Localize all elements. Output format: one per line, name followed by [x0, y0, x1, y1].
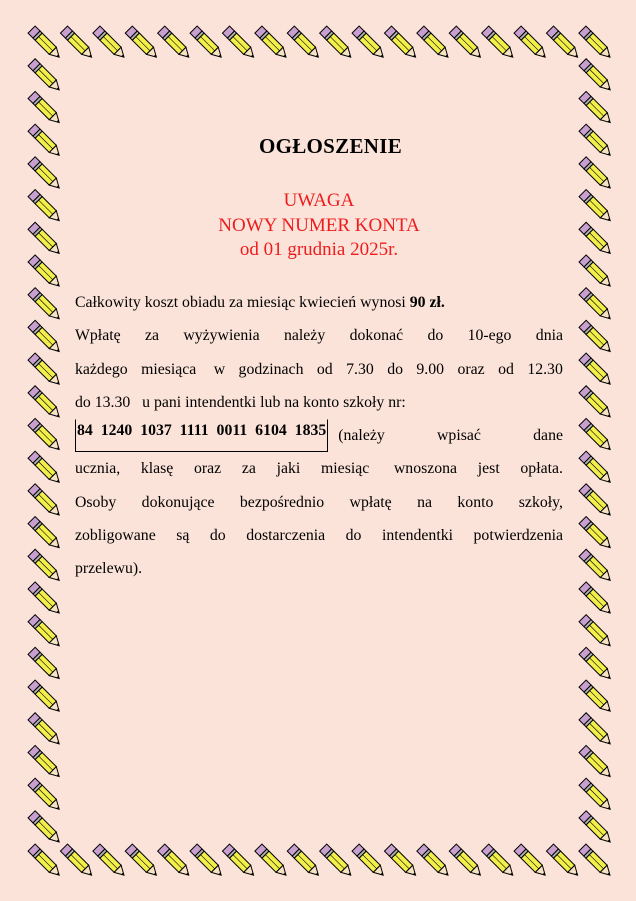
- notice-subheading: NOWY NUMER KONTA: [218, 215, 420, 236]
- pencil-icon: [579, 615, 614, 650]
- word: bezpośrednio: [239, 493, 325, 511]
- notice-date: od 01 grudnia 2025r.: [239, 239, 399, 260]
- pencil-icon: [579, 320, 614, 355]
- body-line-7: [75, 486, 563, 519]
- pencil-icon: [28, 517, 63, 552]
- word: w: [213, 360, 226, 378]
- pencil-icon: [28, 91, 63, 126]
- page-title: OGŁOSZENIE: [258, 134, 403, 158]
- pencil-icon: [28, 582, 63, 617]
- word: do: [345, 527, 362, 545]
- word: Osoby: [75, 493, 117, 511]
- pencil-icon: [28, 157, 63, 192]
- pencil-icon: [28, 320, 63, 355]
- word: dane: [533, 427, 563, 445]
- cost-text: Całkowity koszt obiadu za miesiąc kwiecień wynosi: [75, 294, 410, 311]
- word: wpisać: [437, 427, 481, 445]
- word: ucznia,: [75, 460, 121, 478]
- word: 12.30: [527, 360, 563, 378]
- pencil-icon: [28, 418, 63, 453]
- pencil-icon: [579, 844, 614, 879]
- account-note: [328, 419, 563, 452]
- word: wyżywienia: [183, 327, 260, 345]
- pencil-icon: [579, 418, 614, 453]
- word: zobligowane: [75, 527, 156, 545]
- word: jaki: [276, 460, 301, 478]
- pencil-icon: [579, 190, 614, 225]
- pencil-icon: [60, 844, 95, 879]
- pencil-icon: [579, 222, 614, 257]
- pencil-icon: [125, 844, 160, 879]
- word: dokonać: [349, 327, 404, 345]
- pencil-icon: [579, 713, 614, 748]
- word: miesiąc: [321, 460, 374, 478]
- pencil-icon: [60, 26, 95, 61]
- pencil-icon: [28, 549, 63, 584]
- word: oraz: [194, 460, 222, 478]
- pencil-icon: [28, 778, 63, 813]
- body-line-4: do 13.30 u pani intendentki lub na konto szkoły nr:: [75, 393, 406, 411]
- pencil-icon: [287, 844, 322, 879]
- word: konto: [457, 493, 494, 511]
- pencil-icon: [28, 222, 63, 257]
- pencil-icon: [28, 811, 63, 846]
- pencil-icon: [449, 26, 484, 61]
- pencil-icon: [352, 26, 387, 61]
- pencil-icon: [28, 745, 63, 780]
- word: Wpłatę: [75, 327, 121, 345]
- word: intendentki: [381, 527, 454, 545]
- pencil-icon: [579, 582, 614, 617]
- pencil-icon: [579, 386, 614, 421]
- word: dnia: [535, 327, 563, 345]
- account-number-box: [75, 419, 328, 452]
- account-number: 84 1240 1037 1111 0011 6104 1835: [77, 422, 327, 440]
- pencil-icon: [28, 190, 63, 225]
- pencil-icon: [579, 157, 614, 192]
- pencil-icon: [222, 26, 257, 61]
- pencil-icon: [579, 745, 614, 780]
- pencil-icon: [352, 844, 387, 879]
- pencil-icon: [384, 844, 419, 879]
- pencil-icon: [28, 615, 63, 650]
- pencil-icon: [28, 386, 63, 421]
- pencil-icon: [28, 844, 63, 879]
- pencil-icon: [579, 517, 614, 552]
- pencil-icon: [546, 26, 581, 61]
- pencil-icon: [320, 26, 355, 61]
- word: klasę: [140, 460, 174, 478]
- word: od: [316, 360, 333, 378]
- pencil-icon: [514, 844, 549, 879]
- word: na: [417, 493, 432, 511]
- word: za: [144, 327, 159, 345]
- word: godzinach: [238, 360, 304, 378]
- pencil-icon: [28, 451, 63, 486]
- word: jest: [477, 460, 500, 478]
- word: do: [427, 327, 444, 345]
- pencil-icon: [190, 844, 225, 879]
- pencil-icon: [190, 26, 225, 61]
- pencil-icon: [579, 91, 614, 126]
- pencil-icon: [514, 26, 549, 61]
- pencil-icon: [28, 713, 63, 748]
- pencil-icon: [579, 353, 614, 388]
- pencil-icon: [579, 288, 614, 323]
- body-line-6: [75, 452, 563, 485]
- cost-amount: 90 zł.: [409, 294, 445, 311]
- word: od: [498, 360, 514, 378]
- pencil-icon: [579, 484, 614, 519]
- word: do: [387, 360, 403, 378]
- pencil-icon: [579, 255, 614, 290]
- word: wpłatę: [349, 493, 392, 511]
- pencil-icon: [255, 26, 290, 61]
- pencil-icon: [579, 549, 614, 584]
- pencil-icon: [125, 26, 160, 61]
- pencil-icon: [546, 844, 581, 879]
- pencil-icon: [579, 647, 614, 682]
- pencil-icon: [28, 647, 63, 682]
- word: 9.00: [416, 360, 445, 378]
- pencil-icon: [28, 353, 63, 388]
- pencil-icon: [28, 26, 63, 61]
- pencil-icon: [320, 844, 355, 879]
- notice-body: [75, 286, 563, 586]
- pencil-icon: [449, 844, 484, 879]
- pencil-icon: [579, 680, 614, 715]
- body-line-2: [75, 319, 563, 352]
- pencil-icon: [158, 844, 193, 879]
- word: potwierdzenia: [473, 527, 563, 545]
- pencil-icon: [28, 680, 63, 715]
- body-line-3: [75, 353, 563, 386]
- word: do: [209, 527, 226, 545]
- word: (należy: [338, 427, 385, 445]
- word: miesiąca: [141, 360, 201, 378]
- pencil-icon: [579, 811, 614, 846]
- pencil-icon: [28, 255, 63, 290]
- word: dostarczenia: [246, 527, 326, 545]
- pencil-icon: [287, 26, 322, 61]
- pencil-icon: [579, 778, 614, 813]
- pencil-icon: [28, 59, 63, 94]
- word: oraz: [457, 360, 485, 378]
- pencil-icon: [417, 844, 452, 879]
- pencil-icon: [417, 26, 452, 61]
- notice-heading: UWAGA: [283, 190, 355, 211]
- pencil-icon: [222, 844, 257, 879]
- pencil-icon: [384, 26, 419, 61]
- body-line-9: przelewu).: [75, 560, 143, 578]
- body-line-5: [75, 419, 563, 452]
- pencil-icon: [579, 59, 614, 94]
- pencil-icon: [28, 484, 63, 519]
- word: opłata.: [520, 460, 563, 478]
- word: wnoszona: [393, 460, 458, 478]
- word: są: [176, 527, 190, 545]
- body-line-8: [75, 519, 563, 552]
- pencil-icon: [579, 26, 614, 61]
- pencil-icon: [158, 26, 193, 61]
- word: 10-ego: [467, 327, 512, 345]
- pencil-icon: [482, 26, 517, 61]
- pencil-icon: [482, 844, 517, 879]
- body-line-1: [75, 286, 563, 319]
- pencil-icon: [28, 288, 63, 323]
- word: należy: [284, 327, 326, 345]
- pencil-icon: [93, 844, 128, 879]
- word: 7.30: [346, 360, 374, 378]
- pencil-icon: [93, 26, 128, 61]
- word: każdego: [75, 360, 128, 378]
- pencil-icon: [255, 844, 290, 879]
- word: za: [241, 460, 256, 478]
- pencil-icon: [579, 451, 614, 486]
- word: szkoły,: [518, 493, 563, 511]
- word: dokonujące: [141, 493, 215, 511]
